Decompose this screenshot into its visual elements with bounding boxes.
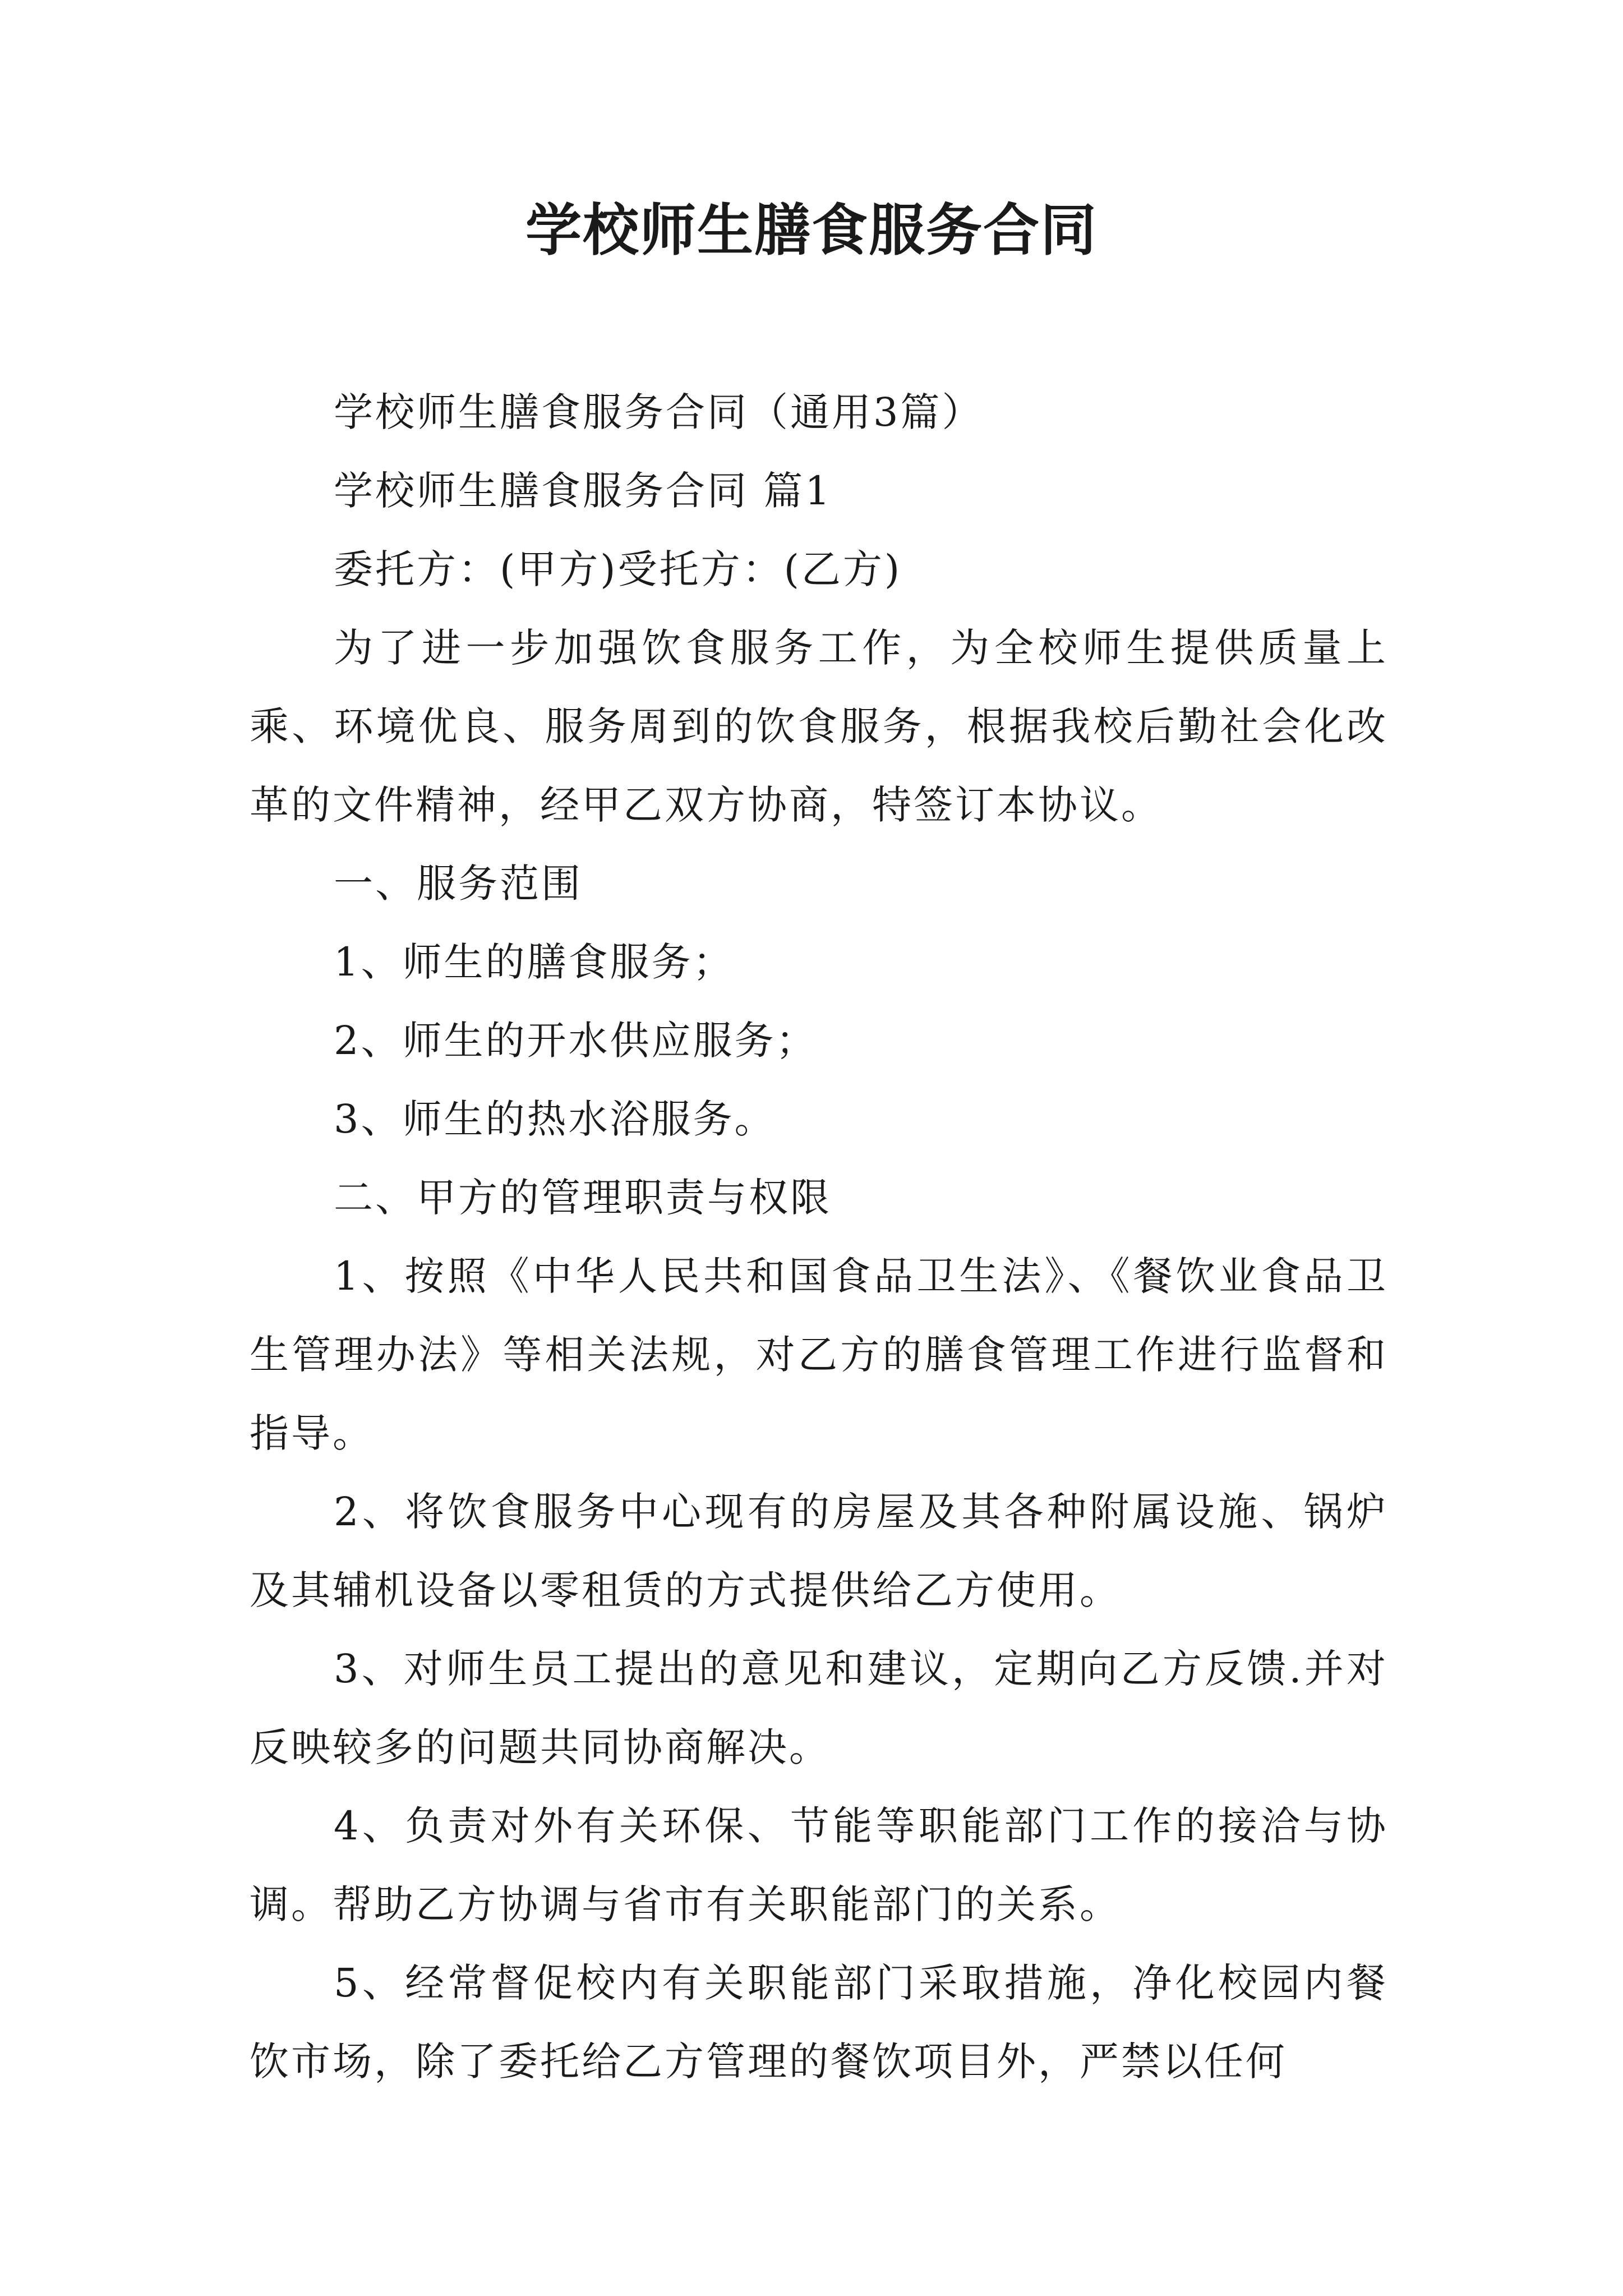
section-heading: 学校师生膳食服务合同 篇1 xyxy=(334,468,832,514)
clause-item: 2、将饮食服务中心现有的房屋及其各种附属设施、锅炉及其辅机设备以零租赁的方式提供给乙方使用。 xyxy=(250,1489,1388,1613)
clause-item: 1、按照《中华人民共和国食品卫生法》、《餐饮业食品卫生管理办法》等相关法规，对乙方的膳食管理工作进行监督和指导。 xyxy=(250,1253,1388,1456)
clause-item: 3、对师生员工提出的意见和建议，定期向乙方反馈.并对反映较多的问题共同协商解决。 xyxy=(250,1646,1388,1770)
clause-heading: 一、服务范围 xyxy=(334,861,583,907)
clause-item: 4、负责对外有关环保、节能等职能部门工作的接洽与协调。帮助乙方协调与省市有关职能部门的关系。 xyxy=(250,1803,1388,1927)
clause-heading: 二、甲方的管理职责与权限 xyxy=(334,1175,832,1221)
document-body xyxy=(250,373,1388,2101)
document-title: 学校师生膳食服务合同 xyxy=(525,197,1098,263)
parties-paragraph: 委托方：(甲方)受托方：(乙方) xyxy=(334,546,902,592)
clause-item: 2、师生的开水供应服务； xyxy=(334,1018,818,1064)
preamble-paragraph: 为了进一步加强饮食服务工作，为全校师生提供质量上乘、环境优良、服务周到的饮食服务，根据我校后勤社会化改革的文件精神，经甲乙双方协商，特签订本协议。 xyxy=(250,625,1388,828)
clause-item: 5、经常督促校内有关职能部门采取措施，净化校园内餐饮市场，除了委托给乙方管理的餐饮项目外，严禁以任何 xyxy=(250,1960,1388,2085)
clause-item: 3、师生的热水浴服务。 xyxy=(334,1096,776,1142)
clause-item: 1、师生的膳食服务； xyxy=(334,939,735,985)
subtitle-paragraph: 学校师生膳食服务合同（通用3篇） xyxy=(334,389,984,435)
